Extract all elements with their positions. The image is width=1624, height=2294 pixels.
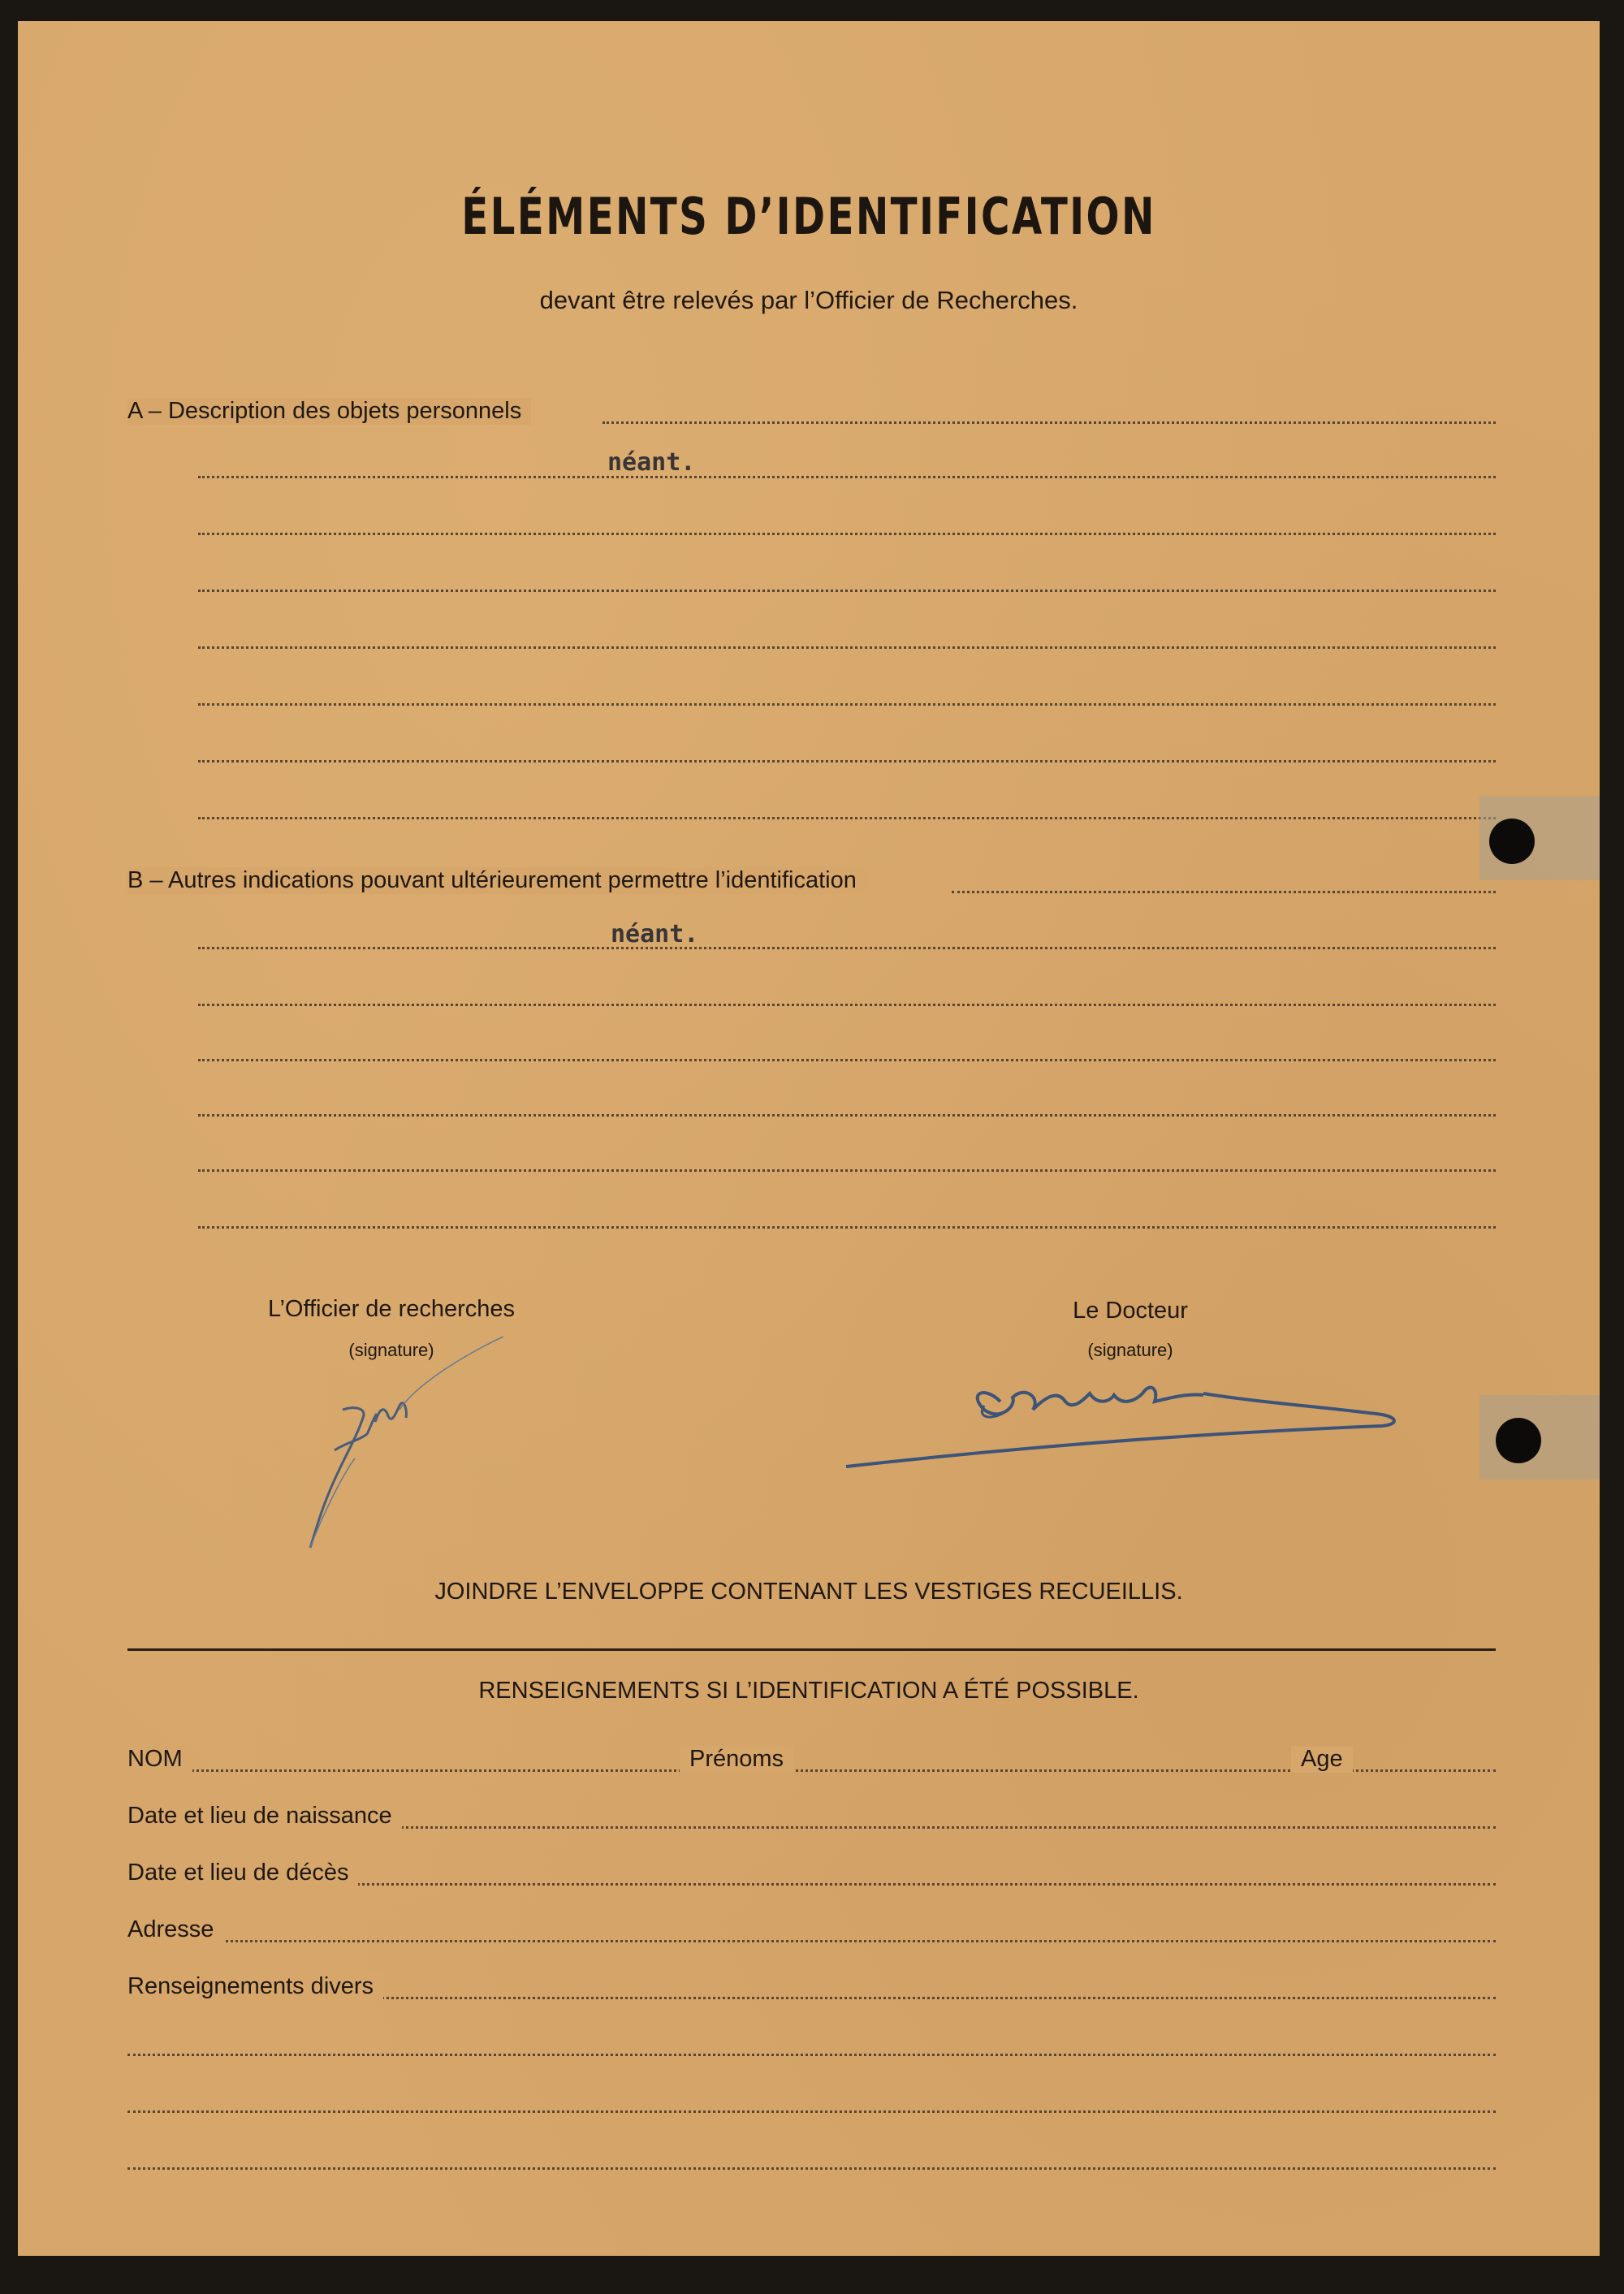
officer-signature-note: (signature): [348, 1340, 434, 1360]
section-b-line-1: [952, 891, 1496, 893]
section-b-label: B – Autres indications pouvant ultérieurement permettre l’identification: [127, 867, 866, 894]
age-label: Age: [1291, 1746, 1353, 1773]
punch-hole-top: [1489, 819, 1535, 864]
doctor-title: Le Docteur: [1073, 1298, 1188, 1324]
section-b-line-2: [198, 947, 1496, 949]
form-title: ÉLÉMENTS D’IDENTIFICATION: [461, 187, 1156, 246]
officer-signature: [278, 1337, 603, 1580]
section-b-value: néant.: [611, 920, 699, 948]
section-a-line-7: [198, 760, 1496, 763]
death-label: Date et lieu de décès: [127, 1860, 358, 1886]
nom-label: NOM: [127, 1746, 192, 1773]
section-b-line-6: [198, 1169, 1496, 1172]
section-a-value: néant.: [607, 448, 696, 477]
section-b-line-3: [198, 1004, 1496, 1006]
section-a-line-8: [198, 817, 1496, 819]
misc-line-2: [127, 2054, 1496, 2056]
address-line: [127, 1940, 1496, 1942]
section-a-line-2: [198, 476, 1496, 478]
identification-heading: RENSEIGNEMENTS SI L’IDENTIFICATION A ÉTÉ POSSIBLE.: [478, 1678, 1139, 1704]
form-subtitle: devant être relevés par l’Officier de Recherches.: [539, 286, 1078, 314]
prenoms-label: Prénoms: [680, 1746, 793, 1773]
section-a-line-1: [603, 421, 1496, 424]
form-sheet: [18, 21, 1600, 2256]
section-a-line-4: [198, 590, 1496, 592]
doctor-signature: [830, 1361, 1415, 1491]
birth-label: Date et lieu de naissance: [127, 1803, 402, 1830]
section-b-line-4: [198, 1059, 1496, 1061]
section-a-line-5: [198, 646, 1496, 649]
misc-label: Renseignements divers: [127, 1973, 383, 2000]
misc-line-3: [127, 2110, 1496, 2113]
misc-line-4: [127, 2167, 1496, 2170]
section-a-line-6: [198, 703, 1496, 706]
section-b-line-5: [198, 1114, 1496, 1117]
officer-title: L’Officier de recherches: [267, 1296, 516, 1322]
section-a-line-3: [198, 533, 1496, 535]
section-divider: [127, 1648, 1496, 1651]
doctor-signature-note: (signature): [1087, 1340, 1173, 1360]
punch-hole-bottom: [1496, 1418, 1541, 1463]
section-a-label: A – Description des objets personnels: [127, 398, 531, 425]
section-b-line-7: [198, 1226, 1496, 1229]
address-label: Adresse: [127, 1916, 223, 1943]
enclosure-instruction: JOINDRE L’ENVELOPPE CONTENANT LES VESTIGES RECUEILLIS.: [434, 1579, 1183, 1605]
